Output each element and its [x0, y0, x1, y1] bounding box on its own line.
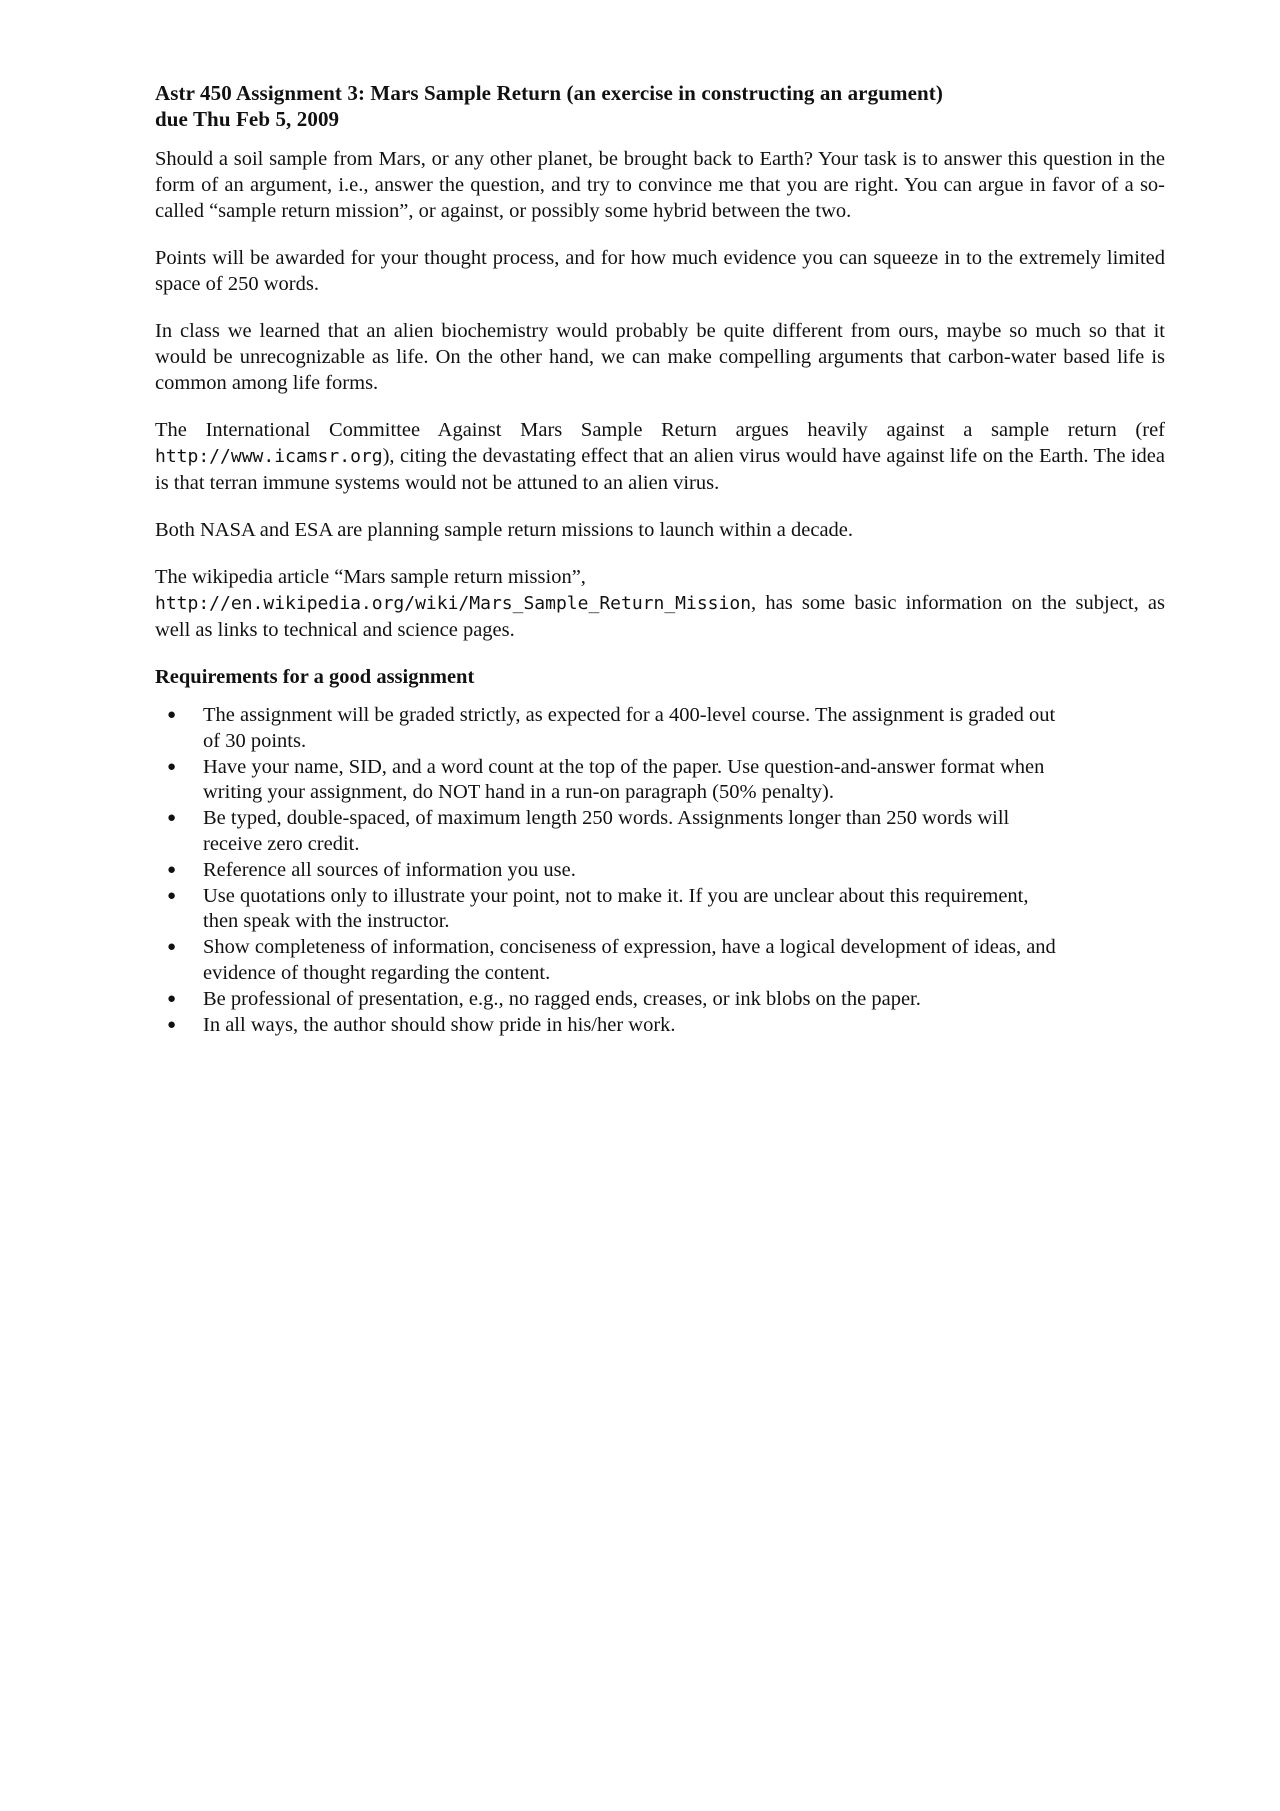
list-item-text: Reference all sources of information you use. [203, 858, 576, 881]
wikipedia-intro-text: The wikipedia article “Mars sample return mission”, [155, 566, 586, 588]
list-item-text: Be professional of presentation, e.g., no ragged ends, creases, or ink blobs on the paper. [203, 987, 921, 1010]
bullet-icon: ● [167, 861, 177, 878]
list-item-text: Be typed, double-spaced, of maximum length 250 words. Assignments longer than 250 words will receive zero credit. [203, 807, 1010, 855]
list-item [155, 703, 1060, 755]
icamsr-text-after: ), citing the devastating effect that an alien virus would have against life on the Earth. The idea is that terran immune systems would not be attuned to an alien virus. [155, 445, 1165, 494]
icamsr-url: http://www.icamsr.org [155, 446, 383, 467]
grading-paragraph: Points will be awarded for your thought process, and for how much evidence you can squeeze in to the extremely limited space of 250 words. [155, 247, 1165, 295]
list-item-text: Use quotations only to illustrate your point, not to make it. If you are unclear about this requirement, then speak with the instructor. [203, 884, 1029, 933]
list-item-text: The assignment will be graded strictly, as expected for a 400-level course. The assignment is graded out of 30 points. [203, 704, 1056, 752]
bullet-icon: ● [167, 1016, 177, 1033]
requirements-list [155, 703, 1060, 1038]
document-page [155, 80, 1165, 1038]
list-item [155, 1013, 1060, 1039]
bullet-icon: ● [167, 758, 177, 775]
bullet-icon: ● [167, 939, 177, 956]
icamsr-paragraph [155, 417, 1165, 496]
wikipedia-paragraph [155, 564, 1165, 643]
document-title [155, 80, 1165, 132]
title-due-date: due Thu Feb 5, 2009 [155, 107, 340, 131]
missions-paragraph: Both NASA and ESA are planning sample return missions to launch within a decade. [155, 519, 854, 541]
list-item [155, 806, 1060, 858]
list-item-text: In all ways, the author should show pride in his/her work. [203, 1013, 676, 1036]
wikipedia-text-after: , has some basic information on the subject, as well as links to technical and science pages. [155, 592, 1165, 641]
icamsr-text-before: The International Committee Against Mars Sample Return argues heavily against a sample return (ref [155, 419, 1165, 441]
wikipedia-url: http://en.wikipedia.org/wiki/Mars_Sample_Return_Mission [155, 593, 752, 614]
intro-paragraph: Should a soil sample from Mars, or any other planet, be brought back to Earth? Your task is to answer this question in the form of an argument, i.e., answer the question, and try to convince me that you are right. You can argue in favor of a so-called “sample return mission”, or against, or possibly some hybrid between the two. [155, 148, 1165, 222]
bullet-icon: ● [167, 887, 177, 904]
bullet-icon: ● [167, 990, 177, 1007]
list-item [155, 987, 1060, 1013]
list-item [155, 858, 1060, 884]
title-line-1: Astr 450 Assignment 3: Mars Sample Return (an exercise in constructing an argument) [155, 81, 943, 105]
biochemistry-paragraph: In class we learned that an alien biochemistry would probably be quite different from ours, maybe so much so that it would be unrecognizable as life. On the other hand, we can make compelling arguments that carbon-water based life is common among life forms. [155, 320, 1165, 394]
requirements-heading: Requirements for a good assignment [155, 666, 475, 688]
list-item-text: Have your name, SID, and a word count at the top of the paper. Use question-and-answer format when writing your assignment, do NOT hand in a run-on paragraph (50% penalty). [203, 755, 1045, 804]
bullet-icon: ● [167, 810, 177, 827]
list-item [155, 884, 1060, 936]
list-item [155, 935, 1060, 987]
list-item-text: Show completeness of information, conciseness of expression, have a logical development of ideas, and evidence of thought regarding the content. [203, 936, 1056, 984]
list-item [155, 755, 1060, 807]
bullet-icon: ● [167, 707, 177, 723]
